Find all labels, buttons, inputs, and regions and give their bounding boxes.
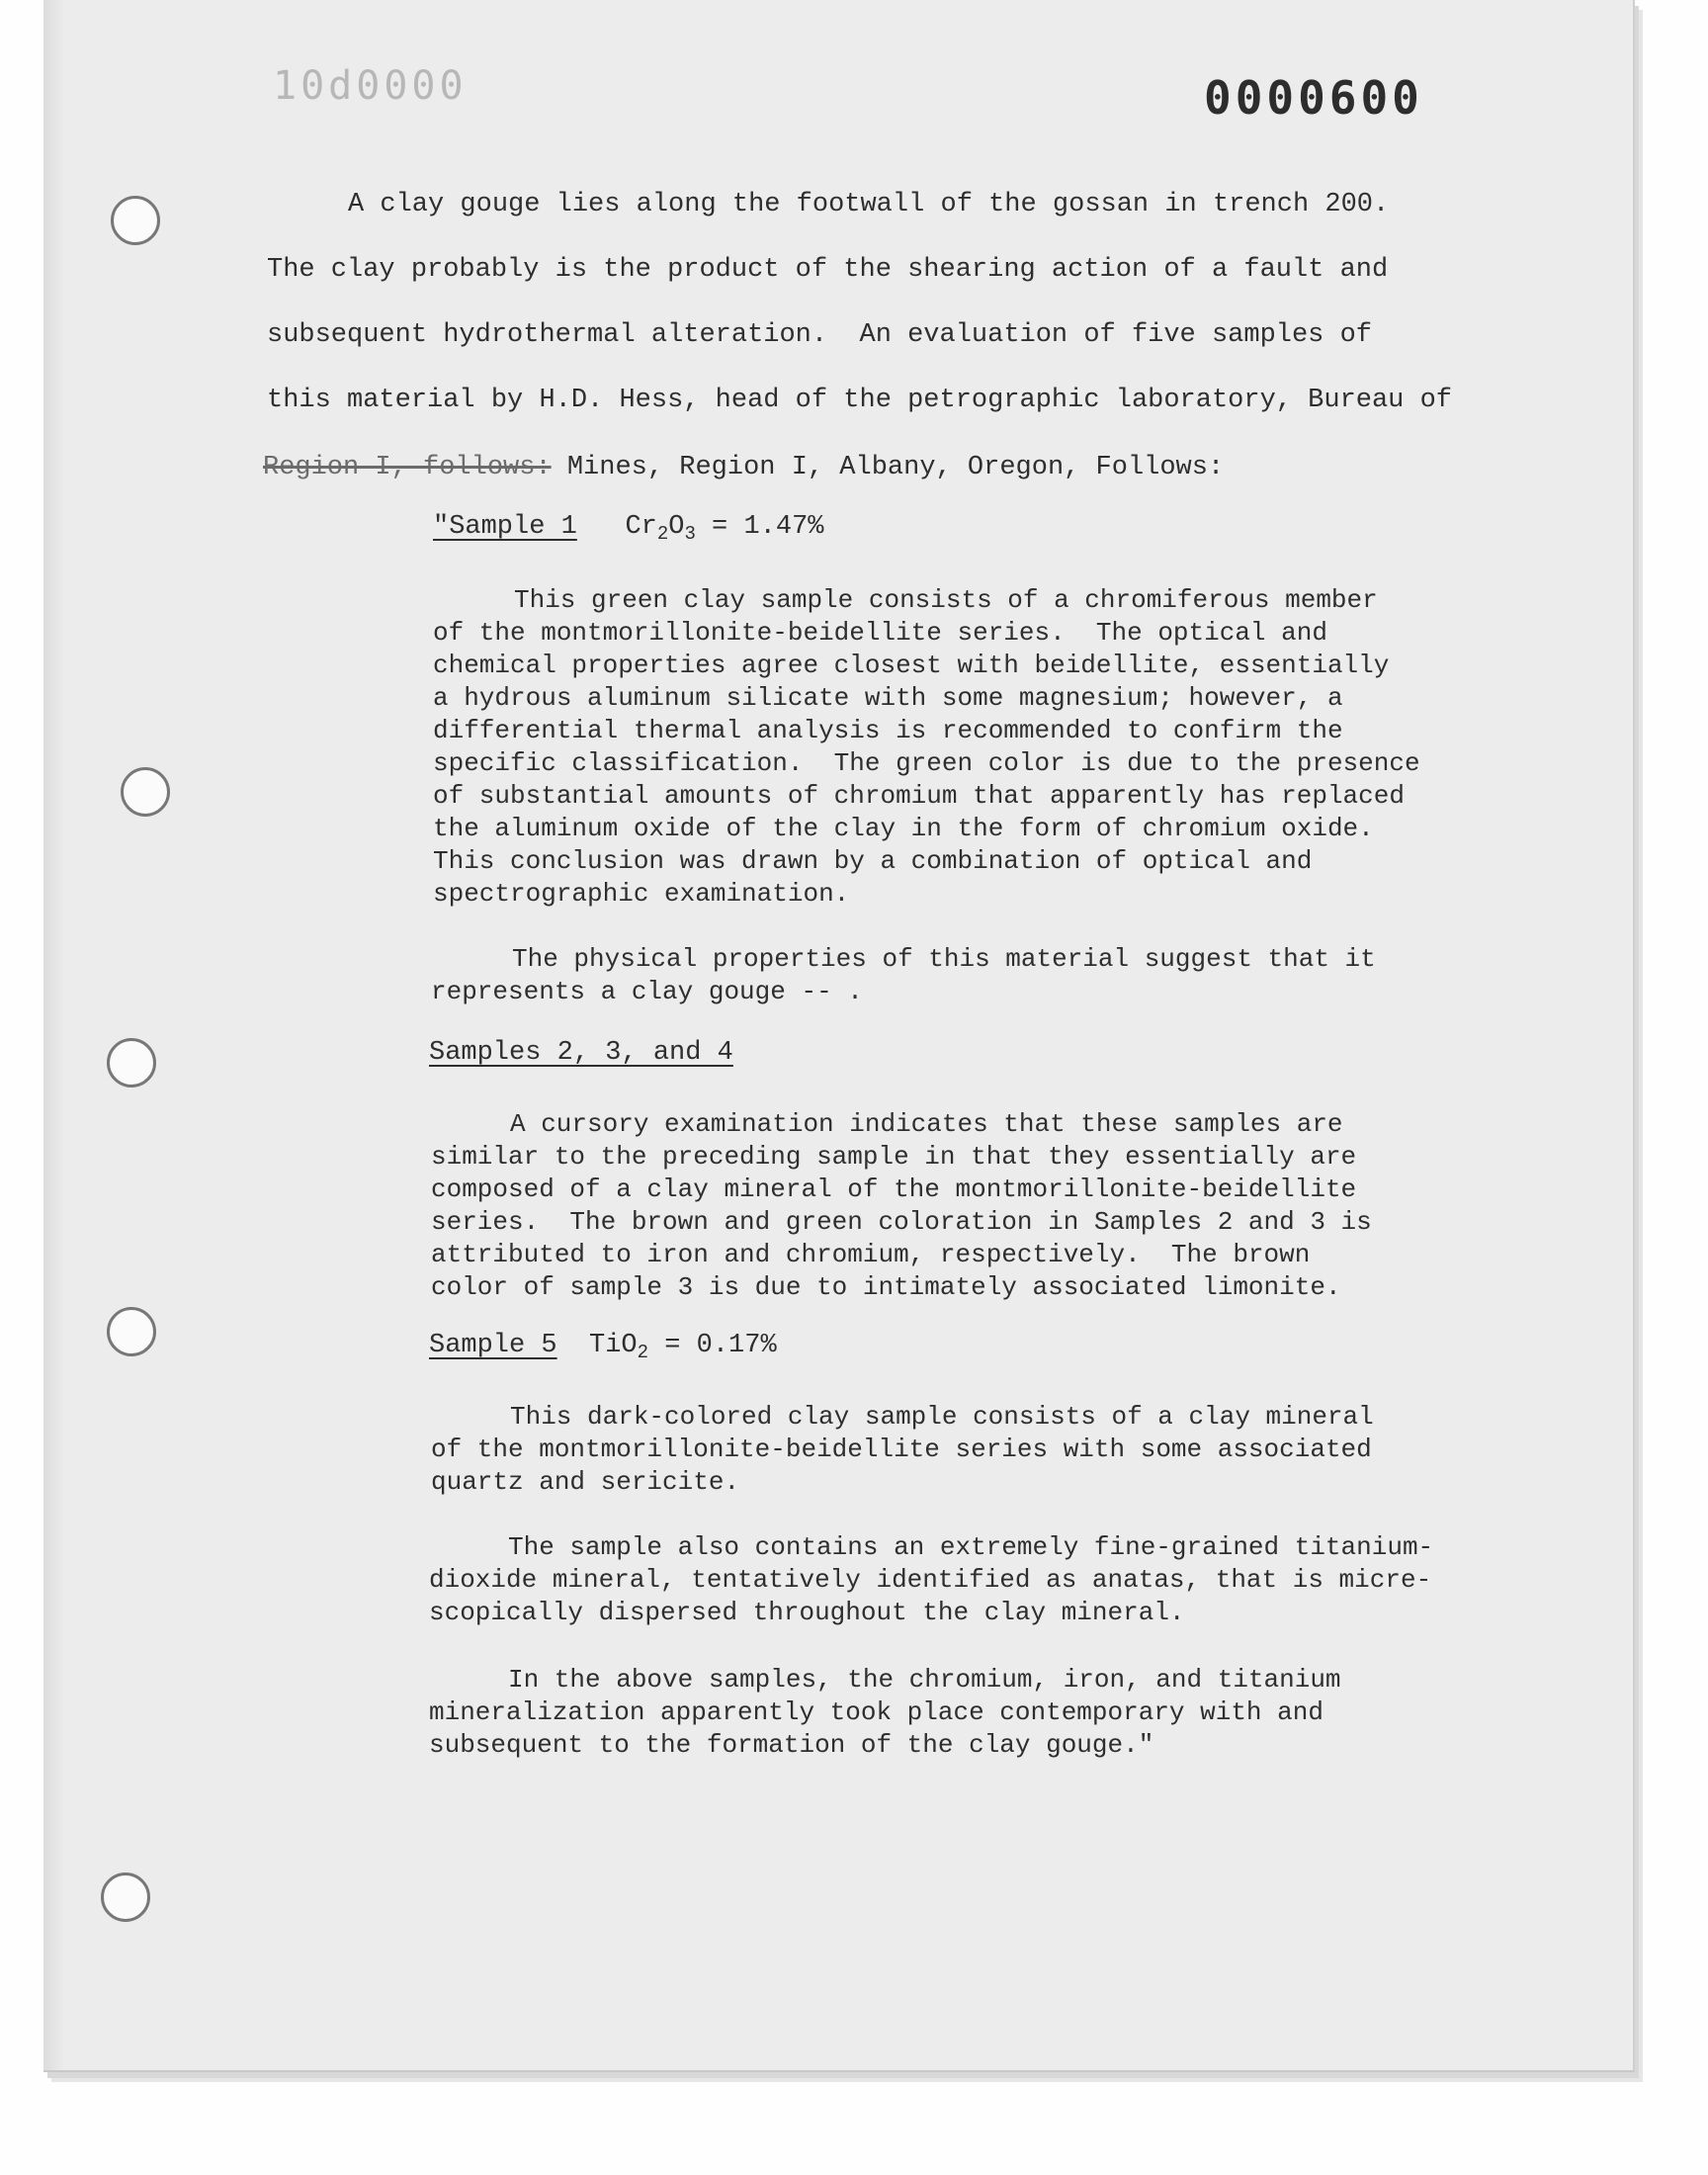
punch-hole: [101, 1872, 150, 1922]
intro-line: subsequent hydrothermal alteration. An evaluation of five samples of: [267, 320, 1372, 350]
sample-1-text: This green clay sample consists of a chromiferous member: [514, 585, 1378, 615]
sample-5-text: scopically dispersed throughout the clay mineral.: [429, 1598, 1185, 1627]
sample-5-text: mineralization apparently took place contemporary with and: [429, 1697, 1324, 1727]
sample-5-text: The sample also contains an extremely fine-grained titanium-: [508, 1532, 1434, 1562]
punch-hole: [107, 1307, 156, 1356]
faded-page-number-stamp: 10d0000: [273, 63, 468, 109]
sample-5-text: dioxide mineral, tentatively identified as anatas, that is micre-: [429, 1565, 1432, 1595]
sample-1-text: spectrographic examination.: [433, 879, 850, 909]
sample-5-formula: TiO$_2$ = 0.17%: [589, 1331, 777, 1363]
sample-1-text: represents a clay gouge -- .: [431, 977, 863, 1006]
page-number-stamp: 0000600: [1204, 71, 1423, 125]
sample-5-text: This dark-colored clay sample consists of a clay mineral: [510, 1402, 1374, 1432]
sample-1-text: of the montmorillonite-beidellite series. The optical and: [433, 618, 1327, 648]
sample-1-text: The physical properties of this material suggest that it: [512, 944, 1376, 974]
sample-5-text: In the above samples, the chromium, iron, and titanium: [508, 1665, 1341, 1695]
sample-1-text: the aluminum oxide of the clay in the form of chromium oxide.: [433, 814, 1374, 843]
sample-1-text: a hydrous aluminum silicate with some magnesium; however, a: [433, 683, 1343, 713]
intro-line: The clay probably is the product of the shearing action of a fault and: [267, 255, 1389, 285]
sheet-edge-shadow: [43, 0, 65, 2070]
samples-2-3-4-text: composed of a clay mineral of the montmorillonite-beidellite: [431, 1174, 1357, 1204]
sample-1-text: specific classification. The green color is due to the presence: [433, 748, 1420, 778]
samples-2-3-4-text: series. The brown and green coloration in Samples 2 and 3 is: [431, 1207, 1372, 1237]
punch-hole: [107, 1038, 156, 1088]
samples-2-3-4-heading: Samples 2, 3, and 4: [429, 1038, 733, 1068]
struck-through-text: Region I, follows:: [263, 453, 552, 482]
sample-5-label: Sample 5: [429, 1331, 557, 1360]
sample-1-text: of substantial amounts of chromium that apparently has replaced: [433, 781, 1405, 811]
punch-hole: [121, 767, 170, 817]
sample-5-text: of the montmorillonite-beidellite series with some associated: [431, 1435, 1372, 1464]
samples-2-3-4-text: similar to the preceding sample in that they essentially are: [431, 1142, 1357, 1172]
sample-1-text: This conclusion was drawn by a combination of optical and: [433, 846, 1313, 876]
sample-5-text: subsequent to the formation of the clay gouge.": [429, 1730, 1154, 1760]
sample-5-text: quartz and sericite.: [431, 1467, 740, 1497]
punch-hole: [111, 196, 160, 245]
samples-2-3-4-text: color of sample 3 is due to intimately associated limonite.: [431, 1272, 1341, 1302]
samples-2-3-4-text: attributed to iron and chromium, respectively. The brown: [431, 1240, 1311, 1269]
intro-line: A clay gouge lies along the footwall of the gossan in trench 200.: [348, 190, 1390, 219]
samples-2-3-4-text: A cursory examination indicates that these samples are: [510, 1109, 1343, 1139]
document-sheet: [43, 0, 1635, 2072]
sample-1-heading: [433, 512, 824, 545]
sample-1-label: "Sample 1: [433, 512, 577, 542]
sample-1-text: chemical properties agree closest with beidellite, essentially: [433, 651, 1390, 680]
sample-5-heading: [429, 1331, 777, 1363]
intro-line-text: Mines, Region I, Albany, Oregon, Follows:: [551, 453, 1225, 482]
intro-line-last: [263, 453, 1224, 482]
intro-line: this material by H.D. Hess, head of the petrographic laboratory, Bureau of: [267, 386, 1452, 415]
sample-1-formula: $Cr_2O_3 = 1.47\%$: [625, 512, 824, 545]
sample-1-text: differential thermal analysis is recommended to confirm the: [433, 716, 1343, 745]
